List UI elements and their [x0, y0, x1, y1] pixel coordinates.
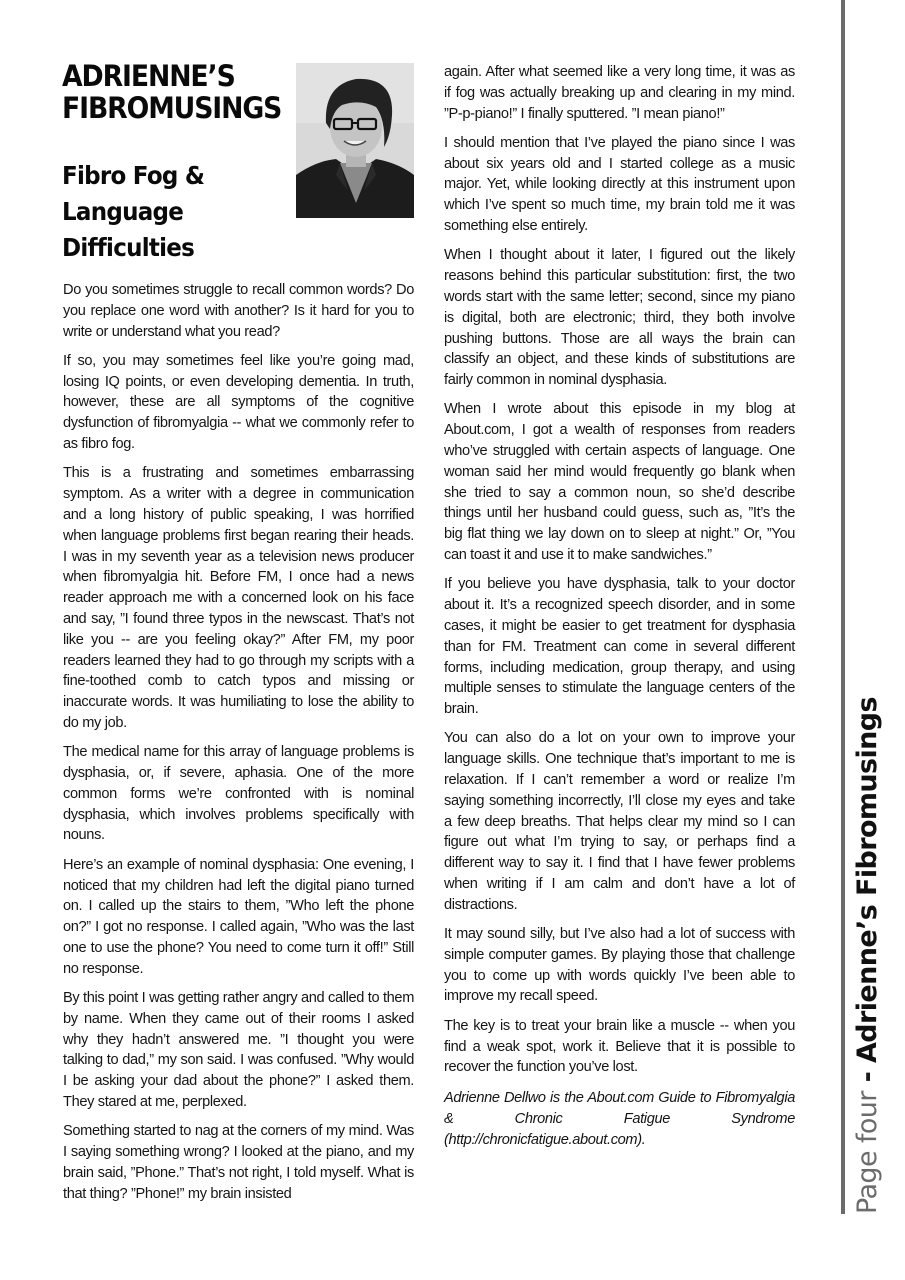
masthead-line-1: ADRIENNE’S [62, 59, 235, 93]
paragraph: Here’s an example of nominal dysphasia: One evening, I noticed that my children had left the digital piano turned on. I called up the stairs to them, ”Who left the phone on?” I got no response. I called again, ”Who was the last one to use the phone? You need to come turn it off!” Still no response. [63, 856, 414, 977]
paragraph: Do you sometimes struggle to recall common words? Do you replace one word with another? Is it hard for you to write or understand what you read? [63, 282, 414, 340]
paragraph: By this point I was getting rather angry and called to them by name. When they came out of their rooms I asked why they hadn’t answered me. ”I thought you were talking to dad,” my son said. I was confused. ”Why would I be asking your dad about the phone?” I asked them. They stared at me, perplexed. [63, 990, 414, 1110]
paragraph: The key is to treat your brain like a muscle -- when you find a weak spot, work it. Believe that it is possible to recover the function you’ve lost. [444, 1017, 795, 1076]
page-number-label: Page four [852, 1091, 883, 1214]
paragraph: Something started to nag at the corners of my mind. Was I saying something wrong? I looked at the piano, and my brain said, ”Phone.” That’s not right, I told myself. What is that thing? ”Phone!” my brain insisted [63, 1123, 414, 1202]
page-side-tab [851, 697, 885, 1214]
paragraph: If so, you may sometimes feel like you’re going mad, losing IQ points, or even developing dementia. In truth, however, these are all symptoms of the cognitive dysfunction of fibromyalgia -- what we commonly refer to as fibro fog. [63, 352, 414, 453]
masthead-line-2: FIBROMUSINGS [62, 91, 282, 125]
article-title [62, 158, 246, 266]
column-masthead [62, 59, 282, 125]
paragraph: You can also do a lot on your own to improve your language skills. One technique that’s important to me is relaxation. If I can’t remember a word or realize I’m saying something incorrectly, I’ll close my eyes and take a few deep breaths. That helps clear my mind so I can figure out what I’m trying to say, or perhaps find a different way to say it. I find that I have fewer problems when writing if I am calm and don’t have a lot of distractions. [444, 730, 795, 913]
article-right-column [444, 62, 795, 1159]
author-bio: Adrienne Dellwo is the About.com Guide to Fibromyalgia & Chronic Fatigue Syndrome (http://chronicfatigue.about.com). [444, 1090, 795, 1148]
side-divider [841, 0, 845, 1214]
article-left-column [63, 280, 414, 1213]
article-title-line-3: Difficulties [62, 233, 195, 262]
article-title-line-2: Language [62, 197, 184, 226]
side-tab-separator: - [852, 1062, 883, 1092]
paragraph: When I wrote about this episode in my blog at About.com, I got a wealth of responses from readers who’ve struggled with certain aspects of language. One woman said her mind would frequently go blank when she tried to say a common noun, so she’d describe things until her husband could guess, such as, ”It’s the big flat thing we lay down on to sleep at night.” Or, ”You can toast it and use it to make sandwiches.” [444, 401, 795, 564]
paragraph: It may sound silly, but I’ve also had a lot of success with simple computer games. By playing those that challenge you to come up with words quickly I’ve been able to improve my recall speed. [444, 926, 795, 1005]
paragraph: again. After what seemed like a very long time, it was as if fog was actually breaking up and clearing in my mind. ”P-p-piano!” I finally sputtered. ”I mean piano!” [444, 64, 795, 122]
author-photo [296, 63, 414, 218]
author-portrait-icon [296, 63, 414, 218]
section-title: Adrienne’s Fibromusings [852, 697, 883, 1063]
paragraph: This is a frustrating and sometimes embarrassing symptom. As a writer with a degree in communication and a long history of public speaking, I was horrified when language problems first began rearing their heads. I was in my seventh year as a television news producer when fibromyalgia hit. Before FM, I once had a news reader approach me with a concerned look on his face and say, ”I found three typos in the newscast. That’s not like you -- are you feeling okay?” After FM, my poor readers learned they had to go through my scripts with a fine-toothed comb to catch typos and missing or inaccurate words. It was humiliating to lose the ability to do my job. [63, 465, 414, 731]
article-title-line-1: Fibro Fog & [62, 161, 205, 190]
paragraph: When I thought about it later, I figured out the likely reasons behind this particular substitution: first, the two words start with the same letter; second, since my piano is digital, both are electronic; third, they both involve pushing buttons. Those are all ways the brain can classify an object, and these kinds of substitutions are fairly common in nominal dysphasia. [444, 247, 795, 389]
paragraph: If you believe you have dysphasia, talk to your doctor about it. It’s a recognized speech disorder, and in some cases, it might be easier to get treatment for dysphasia than for FM. Treatment can come in several different forms, including medication, group therapy, and using multiple senses to stimulate the language centers of the brain. [444, 576, 795, 718]
paragraph: I should mention that I’ve played the piano since I was about six years old and I started college as a music major. Yet, while looking directly at this instrument upon which I’ve spent so much time, my brain told me it was something else entirely. [444, 134, 795, 235]
paragraph: The medical name for this array of language problems is dysphasia, or, if severe, aphasia. One of the more common forms we’re confronted with is nominal dysphasia, which involves problems specifically with nouns. [63, 744, 414, 844]
